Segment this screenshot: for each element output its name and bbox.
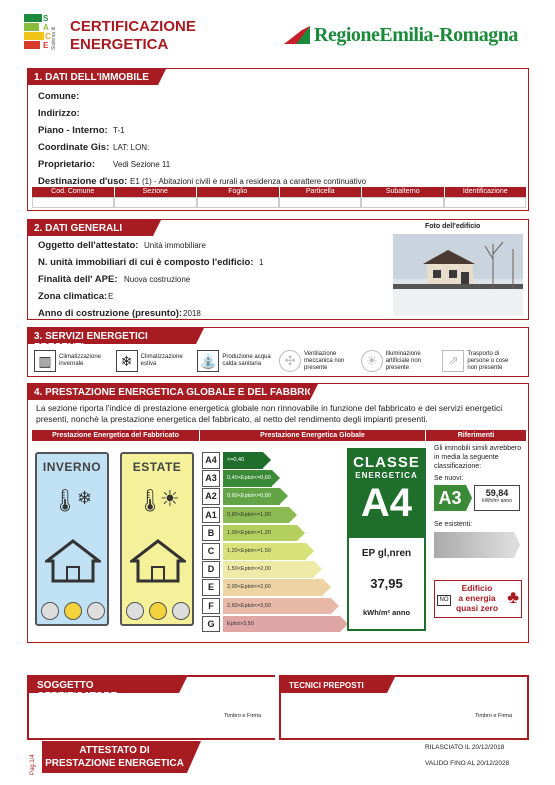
cadastral-table-row [32,197,526,208]
inverno-label: INVERNO [42,460,102,474]
class-letter: G [202,616,220,633]
class-bar [223,470,272,487]
num-unita-value: 1 [259,258,264,267]
service-label: Illuminazione artificiale non presente [385,350,422,371]
thermometer-cold-icon: 🌡 [51,488,79,513]
classe-sub: ENERGETICA [355,471,418,480]
class-bar [223,543,306,560]
header-title [70,18,196,54]
service-label: Ventilazione meccanica non presente [304,350,345,371]
ep-unit: kWh/m² anno [362,608,411,617]
building-photo [393,234,523,316]
proprietario-value: Vedi Sezione 11 [113,160,171,169]
col-particella: Particella [280,187,363,197]
class-bar [223,579,323,596]
col-riferimenti: Riferimenti [426,430,526,441]
rif-nuovi-box [434,485,520,511]
class-letter: A2 [202,488,220,505]
class-range: 2,60<Eptot<=3,50 [227,602,271,609]
section-2-title: 2. DATI GENERALI [28,220,153,236]
rif-value: 59,84 [485,488,509,498]
cadastral-table-header [32,187,526,197]
riferimenti-panel [434,444,526,634]
class-bar [223,616,340,633]
service-item [279,347,361,375]
logo-letter-a: A [43,23,49,32]
comune-label: Comune: [38,91,80,102]
classe-title: CLASSE [353,454,420,471]
rif-text: Gli immobili simili avrebbero in media la seguente classificazione: [434,445,522,470]
smiley-happy-icon [126,602,144,620]
finalita-value: Nuova costruzione [124,275,191,284]
piano-value: T-1 [113,126,125,135]
rif-class: A3 [434,485,466,511]
sun-icon: ☀ [160,486,180,511]
col-foglio: Foglio [197,187,280,197]
class-range: Eptot>3,50 [227,620,254,627]
oggetto-label: Oggetto dell'attestato: [38,240,139,251]
class-range: 0,60<Eptot<=0,80 [227,493,271,500]
indirizzo-label: Indirizzo: [38,108,80,119]
thermometer-hot-icon: 🌡 [136,488,164,513]
nzeb-line3: quasi zero [455,603,499,613]
anno-value: 2018 [183,309,201,318]
soggetto-title: SOGGETTO CERTIFICATORE [29,677,179,693]
class-letter: B [202,525,220,542]
snowflake-icon: ❄ [77,488,93,508]
col-identificazione: Identificazione [445,187,527,197]
soggetto-box [27,675,275,740]
class-row-c [202,543,332,560]
nzeb-line1: Edificio [461,583,493,593]
region-logo [282,22,532,54]
col-cod-comune: Cod. Comune [32,187,115,197]
class-range: 1,20<Eptot<=1,50 [227,548,271,554]
col-fabbricato: Prestazione Energetica del Fabbricato [32,430,200,441]
tecnici-title: TECNICI PREPOSTI [281,677,387,693]
smiley-row [41,602,105,620]
finalita-label: Finalità dell' APE: [38,274,118,285]
num-unita-label: N. unità immobiliari di cui è composto l'edificio: [38,257,254,268]
section-2 [27,219,529,320]
class-range: 1,50<Eptot<=2,00 [227,566,271,573]
fan-icon: ✣ [279,350,301,372]
attestato-corner [187,741,201,773]
attestato-line2: PRESTAZIONE ENERGETICA [45,758,184,769]
service-item [116,347,198,375]
estate-label: ESTATE [132,460,182,474]
class-letter: E [202,579,220,596]
service-item [442,347,524,375]
section-4-title: 4. PRESTAZIONE ENERGETICA GLOBALE E DEL FABBRICATO [28,384,310,400]
class-bar [223,525,297,542]
building-photo-image [393,234,523,316]
classe-box [347,448,426,631]
service-label: Produzione acqua calda sanitaria [222,354,271,367]
section-1-title-tab [158,69,166,85]
header-title-line1: CERTIFICAZIONE [70,18,196,35]
class-row-a4 [202,452,332,469]
logo-letter-c: C [45,32,51,41]
class-range: 0,40<Eptot<=0,60 [227,475,271,482]
class-bar [223,507,289,524]
class-bar [223,598,331,615]
logo-letter-e: E [43,41,49,50]
logo-side-text: Sistema di [51,26,57,50]
footer-page: Pag.1/4 [30,754,36,775]
section-2-title-tab [153,220,161,236]
house-icon [130,539,186,583]
class-range: 2,00<Eptot<=2,60 [227,584,271,591]
class-row-a3 [202,470,332,487]
coord-label: Coordinate Gis: [38,142,110,153]
class-letter: A4 [202,452,220,469]
section-3 [27,327,529,377]
anno-label: Anno di costruzione (presunto): [38,308,183,319]
lightbulb-icon: ☀ [361,350,383,372]
header [0,0,555,62]
ep-label: EP gl,nren [361,548,412,559]
sace-logo [24,14,62,54]
rilasciato: RILASCIATO IL 20/12/2018 [425,744,505,751]
smiley-happy-icon [41,602,59,620]
class-letter: F [202,598,220,615]
destinazione-label: Destinazione d'uso: [38,176,128,187]
region-flag-icon [282,22,312,48]
tap-icon: ⛲ [197,350,219,372]
class-scale [202,452,332,630]
tree-house-icon: ♣ [507,587,519,607]
smiley-sad-icon [87,602,105,620]
oggetto-value: Unità immobiliare [144,241,206,250]
zona-value: E [108,292,114,301]
col-subalterno: Subalterno [362,187,445,197]
section-3-title-tab [196,328,204,344]
section-4-headers [32,430,526,441]
class-row-f [202,598,332,615]
destinazione-value: E1 (1) - Abitazioni civili e rurali a residenza a carattere continuativo [130,177,367,186]
smiley-row [126,602,190,620]
nzeb-check: NO [437,595,451,606]
escalator-icon: ⇗ [442,350,464,372]
attestato-box [42,741,187,773]
class-letter: D [202,561,220,578]
class-letter: C [202,543,220,560]
tecnici-box [279,675,529,740]
section-4-title-tab [310,384,318,400]
region-name: RegioneEmilia-Romagna [314,24,518,46]
estate-panel [120,452,194,626]
section-3-title: 3. SERVIZI ENERGETICI PRESENTI [28,328,196,344]
foto-label: Foto dell'edificio [425,223,481,230]
service-label: Trasporto di persone o cose non presente [467,350,509,371]
timbro-2: Timbro e Firma [475,713,513,719]
rif-esistenti: Se esistenti: [434,521,473,528]
ep-value: 37,95 [370,576,403,591]
air-conditioner-icon: ❄ [116,350,138,372]
section-4-desc: La sezione riporta l'indice di prestazione energetica globale non rinnovabile in funzione del fabbricato e dei servizi energetici presenti, nonchè la prestazione energetica del fabbricato, al netto del rendimento degli impianti presenti. [36,403,503,424]
nzeb-box [434,580,522,618]
radiator-icon: ▥ [34,350,56,372]
service-label: Climatizzazione estiva [140,354,183,367]
services-row [34,347,524,375]
class-range: 1,00<Eptot<=1,20 [227,529,271,536]
class-letter: A3 [202,470,220,487]
smiley-neutral-icon [64,602,82,620]
service-item [34,347,116,375]
cadastral-table [32,187,526,209]
header-title-line2: ENERGETICA [70,36,169,53]
rif-nuovi: Se nuovi: [434,475,464,482]
house-icon [45,539,101,583]
service-item [361,347,443,375]
classe-value: A4 [360,481,413,525]
smiley-neutral-icon [149,602,167,620]
timbro-1: Timbro e Firma [224,713,262,719]
class-row-e [202,579,332,596]
class-row-b [202,525,332,542]
service-label: Climatizzazione invernale [59,354,102,367]
attestato-line1: ATTESTATO DI [79,745,150,756]
proprietario-label: Proprietario: [38,159,96,170]
col-globale: Prestazione Energetica Globale [200,430,426,441]
service-item [197,347,279,375]
coord-value: LAT: LON: [113,143,150,152]
smiley-sad-icon [172,602,190,620]
inverno-panel [35,452,109,626]
piano-label: Piano - Interno: [38,125,108,136]
valido: VALIDO FINO AL 20/12/2028 [425,760,510,767]
class-row-a1 [202,507,332,524]
nzeb-line2: a energia [458,593,496,603]
logo-letter-s: S [43,14,49,23]
col-sezione: Sezione [115,187,198,197]
class-row-a2 [202,488,332,505]
class-bar [223,452,263,469]
class-bar [223,561,314,578]
class-row-g [202,616,332,633]
section-1-title: 1. DATI DELL'IMMOBILE [28,69,158,85]
zona-label: Zona climatica: [38,291,108,302]
section-4 [27,383,529,643]
class-letter: A1 [202,507,220,524]
rif-esistenti-box [434,532,514,558]
class-range: 0,80<Eptot<=1,00 [227,511,271,518]
class-row-d [202,561,332,578]
class-bar [223,488,280,505]
class-range: <=0,40 [227,457,245,463]
rif-unit: kWh/m² anno [482,498,512,504]
section-1 [27,68,529,211]
